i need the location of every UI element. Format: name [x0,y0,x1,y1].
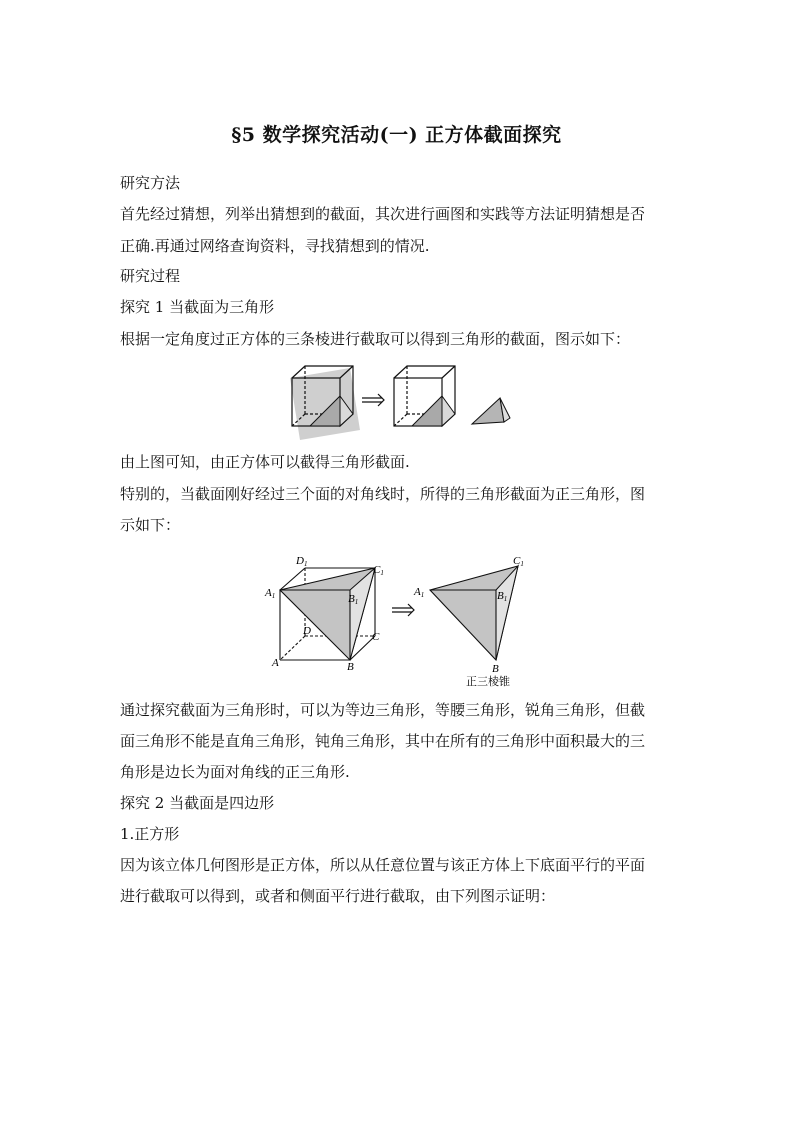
arrow-right-icon [362,394,384,406]
label-A1-tetra: A1 [414,586,425,599]
heading-explore-2: 探究 2 当截面是四边形 [120,794,275,812]
label-D1: D1 [296,555,308,568]
label-A: A [272,657,279,669]
paragraph-line: 面三角形不能是直角三角形，钝角三角形，其中在所有的三角形中面积最大的三 [120,732,646,750]
paragraph-line: 进行截取可以得到，或者和侧面平行进行截取，由下列图示证明： [120,887,556,905]
arrow-right-icon [392,604,414,616]
paragraph-line: 正确.再通过网络查询资料，寻找猜想到的情况. [120,237,430,255]
label-B1-tetra: B1 [497,590,508,603]
figure-equilateral-section [260,548,540,688]
label-C: C [372,631,380,643]
paragraph-line: 特别的，当截面刚好经过三个面的对角线时，所得的三角形截面为正三角形，图 [120,485,646,503]
paragraph-line: 示如下： [120,516,181,534]
heading-explore-1: 探究 1 当截面为三角形 [120,298,275,316]
triangle-section-2 [412,396,442,426]
page-title: §5 数学探究活动(一) 正方体截面探究 [231,124,562,146]
paragraph-line: 首先经过猜想，列举出猜想到的截面，其次进行画图和实践等方法证明猜想是否 [120,205,646,223]
paragraph-line: 角形是边长为面对角线的正三角形. [120,763,350,781]
small-tetrahedron [472,398,504,424]
figure-caption: 正三棱锥 [466,676,510,688]
label-C1: C1 [373,564,384,577]
heading-square: 1.正方形 [120,825,180,843]
paragraph-line: 根据一定角度过正方体的三条棱进行截取可以得到三角形的截面，图示如下： [120,330,631,348]
label-A1: A1 [265,587,276,600]
label-B: B [347,661,354,673]
heading-research-method: 研究方法 [120,174,181,192]
shadow-square [290,368,360,440]
paragraph-line: 通过探究截面为三角形时，可以为等边三角形，等腰三角形，锐角三角形，但截 [120,701,646,719]
label-B1: B1 [348,593,359,606]
label-D: D [303,625,311,637]
label-B-tetra: B [492,663,499,675]
triangle-section-2-side [442,396,455,426]
label-C1-tetra: C1 [513,555,524,568]
heading-research-process: 研究过程 [120,267,181,285]
paragraph-line: 因为该立体几何图形是正方体，所以从任意位置与该正方体上下底面平行的平面 [120,856,646,874]
figure-cube-triangle-section [280,360,520,445]
paragraph-line: 由上图可知，由正方体可以截得三角形截面. [120,453,410,471]
